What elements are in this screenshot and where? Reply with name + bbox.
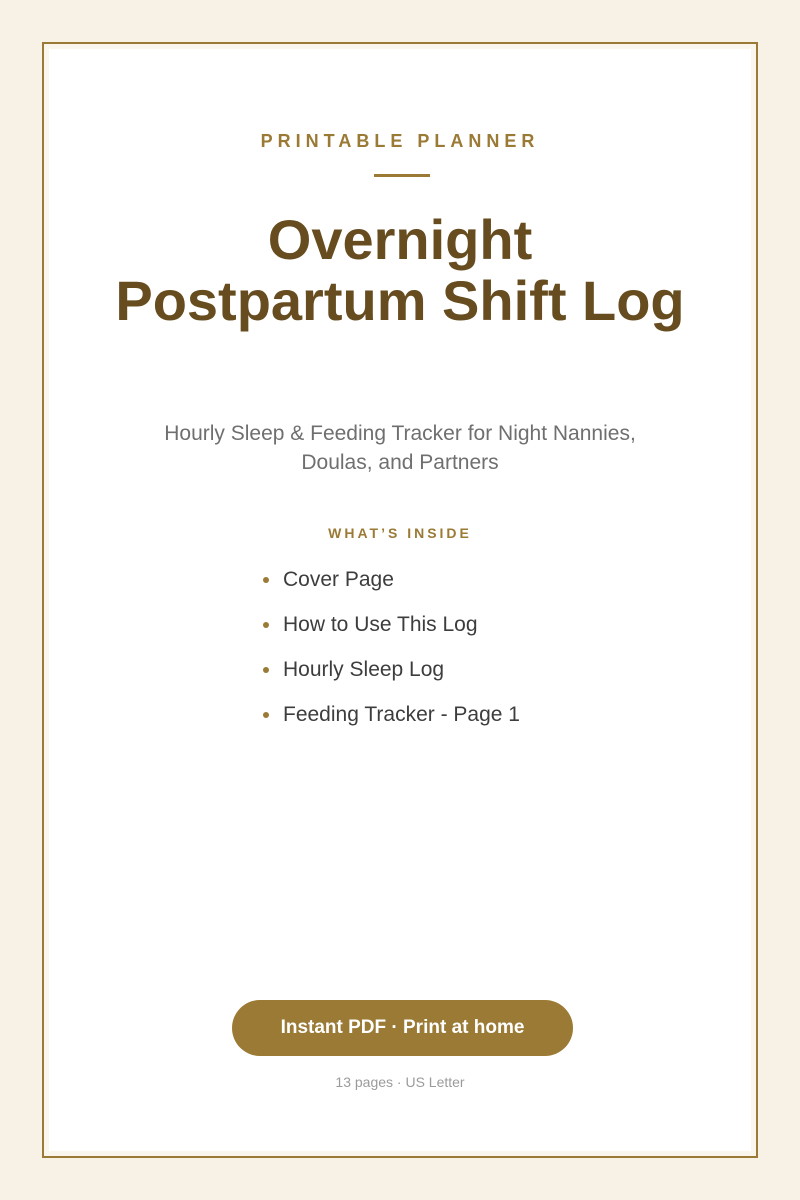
page-frame bbox=[42, 42, 758, 1158]
page-subtitle: Hourly Sleep & Feeding Tracker for Night Nannies, Doulas, and Partners bbox=[164, 422, 636, 474]
bullet-icon bbox=[263, 577, 269, 583]
list-item bbox=[263, 602, 520, 647]
contents-list bbox=[263, 557, 520, 737]
instant-pdf-button[interactable]: Instant PDF · Print at home bbox=[232, 1000, 573, 1056]
list-item-label: Cover Page bbox=[283, 567, 394, 591]
page-title: Overnight Postpartum Shift Log bbox=[115, 208, 685, 332]
bullet-icon bbox=[263, 712, 269, 718]
bullet-icon bbox=[263, 667, 269, 673]
planner-card bbox=[49, 49, 751, 1151]
list-item-label: Hourly Sleep Log bbox=[283, 657, 445, 681]
list-item bbox=[263, 692, 520, 737]
eyebrow-label: PRINTABLE PLANNER bbox=[260, 131, 540, 151]
list-item bbox=[263, 557, 520, 602]
list-item-label: How to Use This Log bbox=[283, 612, 478, 636]
page-count-info: 13 pages · US Letter bbox=[335, 1074, 465, 1090]
bullet-icon bbox=[263, 622, 269, 628]
title-divider bbox=[374, 174, 430, 177]
list-item-label: Feeding Tracker - Page 1 bbox=[283, 702, 520, 726]
list-item bbox=[263, 647, 520, 692]
whats-inside-label: WHAT’S INSIDE bbox=[328, 525, 472, 541]
